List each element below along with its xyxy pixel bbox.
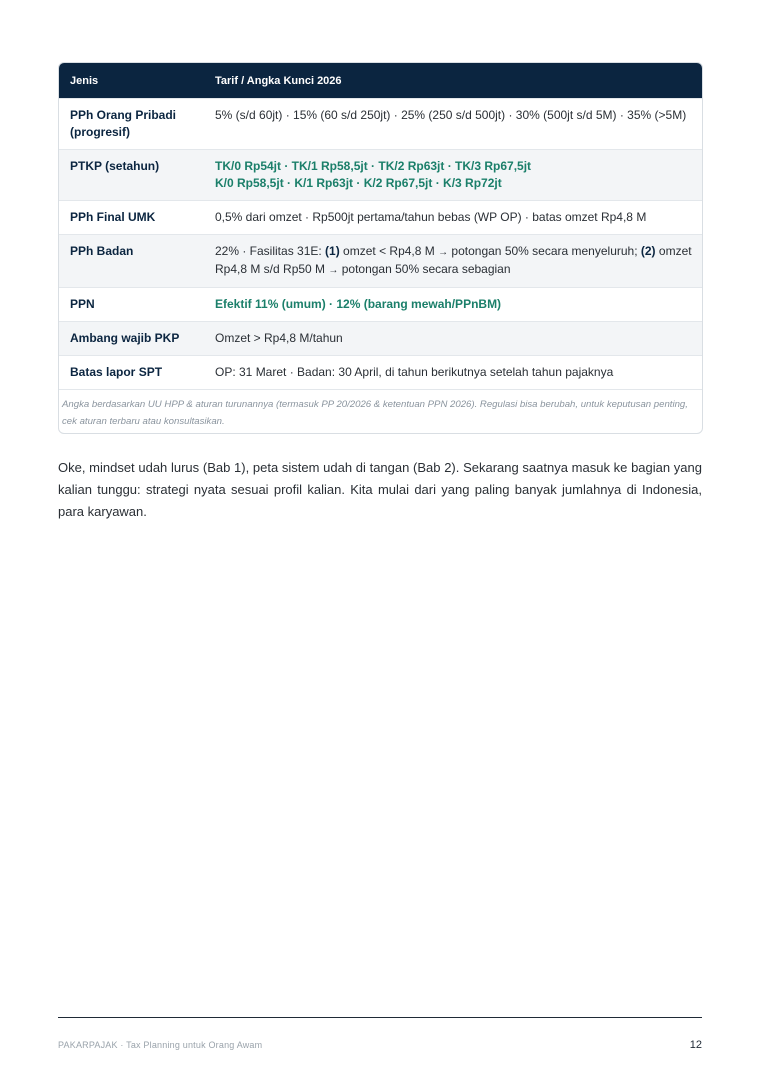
row-label: PPh Badan (70, 244, 134, 258)
value-text: omzet < Rp4,8 M (339, 244, 439, 258)
footer-title: PAKARPAJAK · Tax Planning untuk Orang Awam (58, 1040, 263, 1050)
row-value: 0,5% dari omzet · Rp500jt pertama/tahun bebas (WP OP) · batas omzet Rp4,8 M (215, 210, 647, 224)
value-text: 22% · Fasilitas 31E: (215, 244, 326, 258)
row-label: PTKP (setahun) (70, 159, 160, 173)
row-label: Ambang wajib PKP (70, 331, 180, 345)
page-number: 12 (689, 1039, 702, 1051)
row-value: Omzet > Rp4,8 M/tahun (215, 331, 343, 345)
value-text: omzet Rp4,8 M s/d Rp50 M (215, 244, 692, 276)
row-value (205, 150, 702, 200)
table-row (59, 149, 702, 200)
row-label: Batas lapor SPT (70, 365, 163, 379)
row-value: OP: 31 Maret · Badan: 30 April, di tahun berikutnya setelah tahun pajaknya (215, 365, 614, 379)
table-footnote: Angka berdasarkan UU HPP & aturan turunannya (termasuk PP 20/2026 & ketentuan PPN 2026). Regulasi bisa berubah, untuk keputusan penting, cek aturan terbaru atau konsultasikan. (59, 389, 702, 433)
item-marker: (2) (640, 244, 656, 258)
table-row (59, 200, 702, 234)
header-tarif: Tarif / Angka Kunci 2026 (215, 74, 342, 87)
row-value (205, 235, 702, 287)
row-value: Efektif 11% (umum) · 12% (barang mewah/PPnBM) (215, 297, 502, 311)
header-jenis: Jenis (70, 74, 99, 87)
body-paragraph: Oke, mindset udah lurus (Bab 1), peta sistem udah di tangan (Bab 2). Sekarang saatnya masuk ke bagian yang kalian tunggu: strategi nyata sesuai profil kalian. Kita mulai dari yang paling banyak jumlahnya di Indonesia, para karyawan. (58, 460, 702, 519)
arrow-right-icon: → (438, 247, 449, 258)
item-marker: (1) (325, 244, 340, 258)
table-row (59, 234, 702, 287)
ptkp-line-tk: TK/0 Rp54jt · TK/1 Rp58,5jt · TK/2 Rp63jt · TK/3 Rp67,5jt (215, 159, 532, 173)
tax-rates-table (58, 62, 703, 434)
row-value: 5% (s/d 60jt) · 15% (60 s/d 250jt) · 25% (250 s/d 500jt) · 30% (500jt s/d 5M) · 35% (>5M) (215, 108, 687, 122)
table-row (59, 355, 702, 389)
row-label: PPh Orang Pribadi (progresif) (70, 108, 177, 139)
footer-divider (58, 1017, 702, 1018)
table-row (59, 321, 702, 355)
value-text: potongan 50% secara menyeluruh; (448, 244, 641, 258)
ptkp-line-k: K/0 Rp58,5jt · K/1 Rp63jt · K/2 Rp67,5jt · K/3 Rp72jt (215, 176, 502, 190)
row-label: PPh Final UMK (70, 210, 156, 224)
value-text: potongan 50% secara sebagian (338, 262, 511, 276)
row-label: PPN (70, 297, 95, 311)
table-row (59, 98, 702, 149)
table-header-row (59, 63, 702, 98)
arrow-right-icon: → (328, 265, 339, 276)
table-row (59, 287, 702, 321)
